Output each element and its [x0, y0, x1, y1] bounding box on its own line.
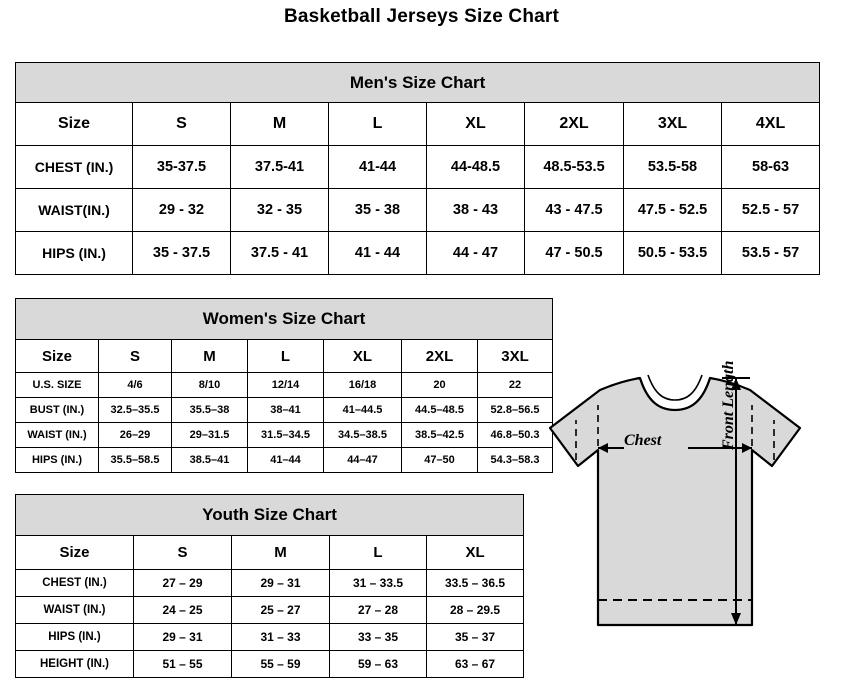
cell-bust-3xl: 52.8–56.5 [478, 398, 553, 423]
row-label-hips: HIPS (IN.) [16, 232, 133, 275]
cell-chest-s: 27 – 29 [134, 570, 232, 597]
cell-hips-2xl: 47–50 [402, 448, 478, 473]
cell-us-size-l: 12/14 [248, 373, 324, 398]
cell-waist-l: 31.5–34.5 [248, 423, 324, 448]
column-header-size: Size [16, 103, 133, 146]
cell-us-size-xl: 16/18 [324, 373, 402, 398]
cell-hips-s: 35.5–58.5 [99, 448, 172, 473]
womens-size-chart-table [15, 298, 553, 473]
cell-hips-3xl: 54.3–58.3 [478, 448, 553, 473]
cell-chest-3xl: 53.5-58 [624, 146, 722, 189]
column-header-xl: XL [324, 340, 402, 373]
column-header-size: Size [16, 536, 134, 570]
cell-hips-s: 35 - 37.5 [133, 232, 231, 275]
cell-bust-m: 35.5–38 [172, 398, 248, 423]
cell-hips-m: 37.5 - 41 [231, 232, 329, 275]
cell-waist-s: 24 – 25 [134, 597, 232, 624]
table-row [16, 624, 524, 651]
cell-bust-s: 32.5–35.5 [99, 398, 172, 423]
row-label-height: HEIGHT (IN.) [16, 651, 134, 678]
cell-bust-xl: 41–44.5 [324, 398, 402, 423]
cell-hips-s: 29 – 31 [134, 624, 232, 651]
cell-hips-l: 41–44 [248, 448, 324, 473]
column-header-m: M [172, 340, 248, 373]
cell-waist-m: 29–31.5 [172, 423, 248, 448]
table-row [16, 373, 553, 398]
page-title: Basketball Jerseys Size Chart [283, 6, 560, 27]
table-row [16, 398, 553, 423]
cell-hips-l: 33 – 35 [330, 624, 427, 651]
cell-hips-l: 41 - 44 [329, 232, 427, 275]
column-header-l: L [329, 103, 427, 146]
column-header-4xl: 4XL [722, 103, 820, 146]
chest-measure-label: Chest [624, 432, 662, 449]
table-header-row [16, 103, 820, 146]
youth-chart-caption: Youth Size Chart [16, 495, 524, 536]
table-caption-row [16, 63, 820, 103]
cell-bust-l: 38–41 [248, 398, 324, 423]
column-header-size: Size [16, 340, 99, 373]
jersey-measurement-diagram [540, 350, 840, 670]
column-header-l: L [330, 536, 427, 570]
cell-chest-xl: 44-48.5 [427, 146, 525, 189]
table-header-row [16, 340, 553, 373]
cell-us-size-m: 8/10 [172, 373, 248, 398]
cell-waist-m: 25 – 27 [232, 597, 330, 624]
table-row [16, 146, 820, 189]
cell-height-xl: 63 – 67 [427, 651, 524, 678]
column-header-xl: XL [427, 536, 524, 570]
table-row [16, 448, 553, 473]
column-header-2xl: 2XL [402, 340, 478, 373]
table-row [16, 423, 553, 448]
column-header-3xl: 3XL [624, 103, 722, 146]
cell-bust-2xl: 44.5–48.5 [402, 398, 478, 423]
mens-size-chart-table [15, 62, 820, 275]
column-header-s: S [134, 536, 232, 570]
table-row [16, 570, 524, 597]
cell-hips-m: 31 – 33 [232, 624, 330, 651]
column-header-m: M [231, 103, 329, 146]
cell-chest-m: 29 – 31 [232, 570, 330, 597]
cell-waist-2xl: 43 - 47.5 [525, 189, 624, 232]
cell-waist-xl: 34.5–38.5 [324, 423, 402, 448]
cell-chest-s: 35-37.5 [133, 146, 231, 189]
cell-waist-m: 32 - 35 [231, 189, 329, 232]
table-row [16, 597, 524, 624]
cell-waist-2xl: 38.5–42.5 [402, 423, 478, 448]
row-label-chest: CHEST (IN.) [16, 146, 133, 189]
mens-chart-caption: Men's Size Chart [16, 63, 820, 103]
cell-chest-l: 41-44 [329, 146, 427, 189]
row-label-chest: CHEST (IN.) [16, 570, 134, 597]
cell-us-size-2xl: 20 [402, 373, 478, 398]
column-header-l: L [248, 340, 324, 373]
cell-hips-xl: 44 - 47 [427, 232, 525, 275]
cell-waist-3xl: 46.8–50.3 [478, 423, 553, 448]
cell-waist-l: 35 - 38 [329, 189, 427, 232]
table-row [16, 189, 820, 232]
column-header-2xl: 2XL [525, 103, 624, 146]
cell-height-s: 51 – 55 [134, 651, 232, 678]
table-row [16, 651, 524, 678]
cell-us-size-s: 4/6 [99, 373, 172, 398]
row-label-hips: HIPS (IN.) [16, 448, 99, 473]
column-header-s: S [133, 103, 231, 146]
cell-us-size-3xl: 22 [478, 373, 553, 398]
cell-waist-s: 26–29 [99, 423, 172, 448]
cell-hips-xl: 35 – 37 [427, 624, 524, 651]
table-header-row [16, 536, 524, 570]
cell-chest-l: 31 – 33.5 [330, 570, 427, 597]
cell-waist-s: 29 - 32 [133, 189, 231, 232]
front-length-measure-label: Front Length [720, 360, 737, 450]
cell-chest-2xl: 48.5-53.5 [525, 146, 624, 189]
cell-hips-3xl: 50.5 - 53.5 [624, 232, 722, 275]
table-caption-row [16, 495, 524, 536]
column-header-s: S [99, 340, 172, 373]
womens-chart-caption: Women's Size Chart [16, 299, 553, 340]
cell-waist-l: 27 – 28 [330, 597, 427, 624]
column-header-3xl: 3XL [478, 340, 553, 373]
row-label-waist: WAIST (IN.) [16, 423, 99, 448]
cell-waist-4xl: 52.5 - 57 [722, 189, 820, 232]
jersey-shirt-icon [540, 350, 840, 670]
cell-waist-xl: 28 – 29.5 [427, 597, 524, 624]
cell-height-l: 59 – 63 [330, 651, 427, 678]
youth-size-chart-table [15, 494, 524, 678]
cell-height-m: 55 – 59 [232, 651, 330, 678]
cell-hips-xl: 44–47 [324, 448, 402, 473]
cell-waist-xl: 38 - 43 [427, 189, 525, 232]
row-label-hips: HIPS (IN.) [16, 624, 134, 651]
cell-hips-m: 38.5–41 [172, 448, 248, 473]
column-header-xl: XL [427, 103, 525, 146]
table-caption-row [16, 299, 553, 340]
cell-hips-4xl: 53.5 - 57 [722, 232, 820, 275]
row-label-bust: BUST (IN.) [16, 398, 99, 423]
cell-waist-3xl: 47.5 - 52.5 [624, 189, 722, 232]
table-row [16, 232, 820, 275]
cell-chest-4xl: 58-63 [722, 146, 820, 189]
row-label-us-size: U.S. SIZE [16, 373, 99, 398]
cell-chest-m: 37.5-41 [231, 146, 329, 189]
column-header-m: M [232, 536, 330, 570]
cell-chest-xl: 33.5 – 36.5 [427, 570, 524, 597]
cell-hips-2xl: 47 - 50.5 [525, 232, 624, 275]
row-label-waist: WAIST (IN.) [16, 597, 134, 624]
row-label-waist: WAIST(IN.) [16, 189, 133, 232]
